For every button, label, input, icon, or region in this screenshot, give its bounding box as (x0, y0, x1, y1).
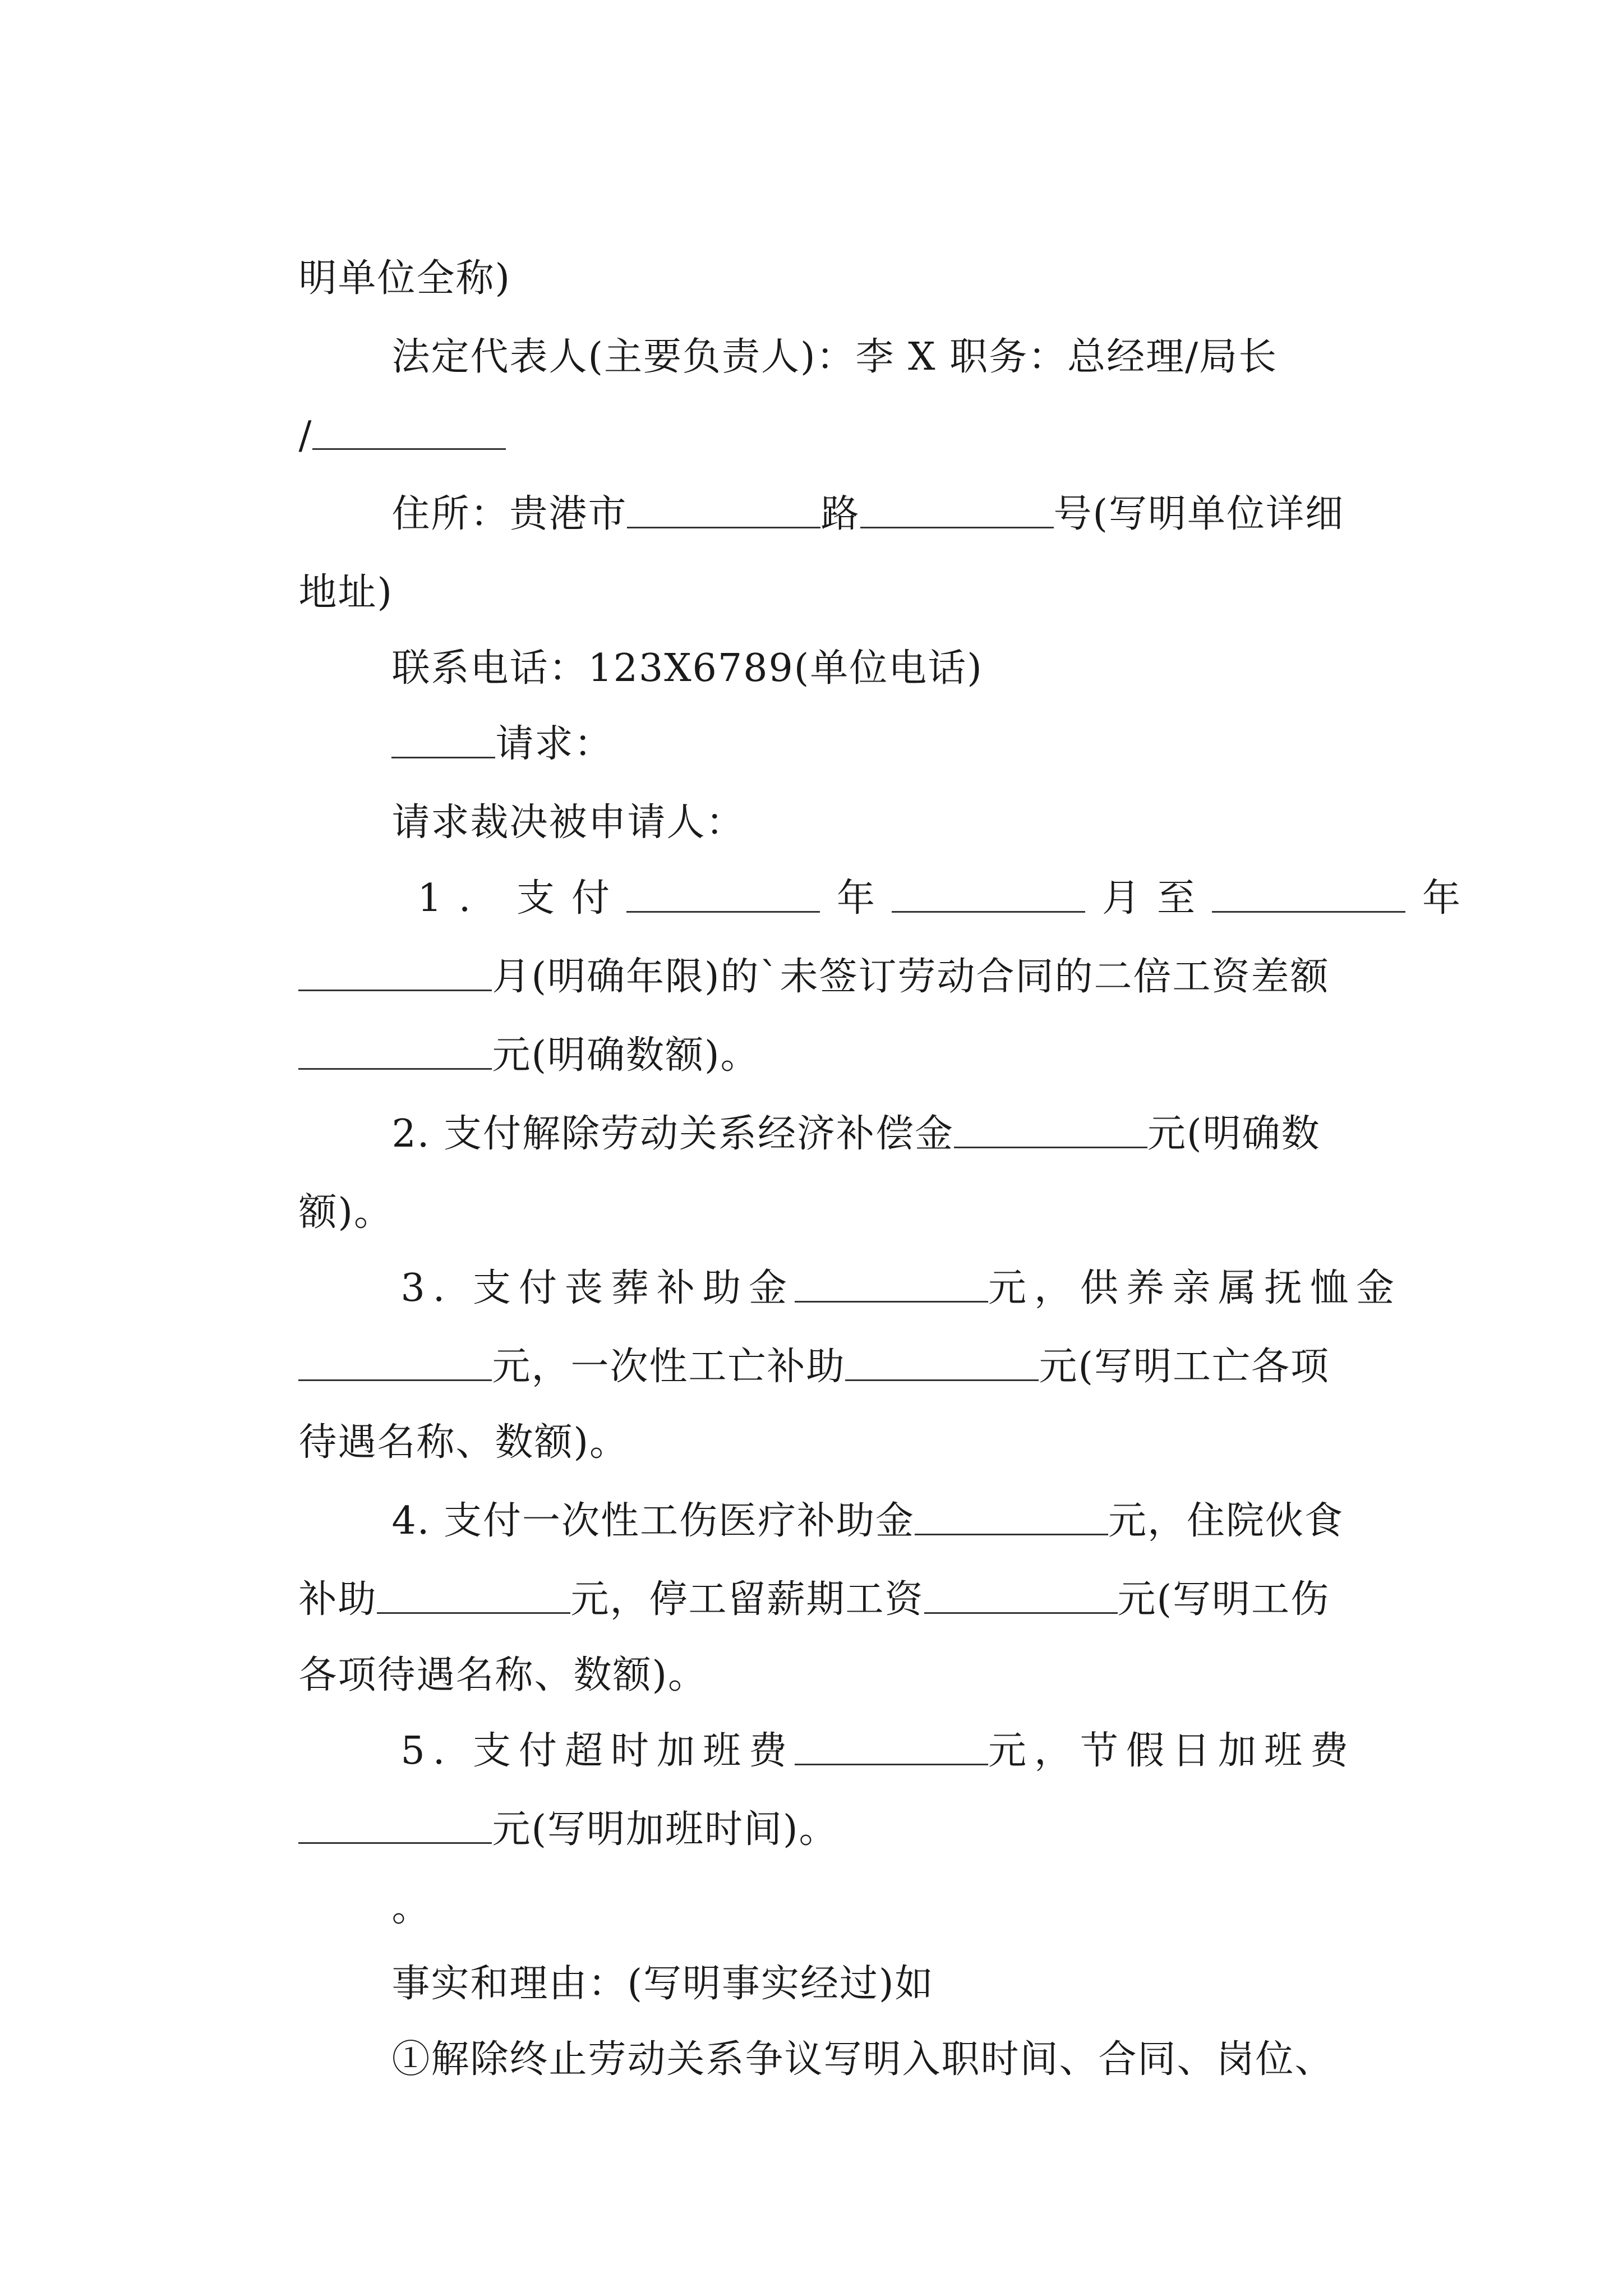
line-text: / (298, 413, 313, 458)
fill-in-blank (795, 1763, 988, 1765)
line-text: 4. 支付一次性工伤医疗补助金 (391, 1499, 915, 1543)
fill-in-blank (845, 1379, 1039, 1381)
fill-in-blank (298, 1842, 492, 1844)
line-text: 元(写明工伤 (1117, 1577, 1330, 1622)
line-text: 元(写明加班时间)。 (492, 1807, 838, 1852)
line-text: 请求： (495, 722, 614, 766)
line-text: 待遇名称、数额)。 (298, 1420, 629, 1465)
line-text: 明单位全称) (298, 256, 511, 301)
line-text: 。 (391, 1886, 431, 1930)
line-text: 月(明确年限)的`未签订劳动合同的二倍工资差额 (492, 955, 1330, 999)
line-text: 事实和理由：(写明事实经过)如 (391, 1962, 934, 2006)
line-text: 1. 支付 (417, 876, 626, 921)
fill-in-blank (312, 448, 506, 450)
line-text: 请求裁决被申请人： (391, 800, 745, 845)
text-line (246, 1773, 838, 1887)
line-text: 元(明确数额)。 (492, 1033, 760, 1078)
fill-in-blank (391, 756, 495, 758)
text-line (339, 2003, 1334, 2117)
line-text: 号(写明单位详细 (1053, 492, 1345, 536)
text-line (339, 1077, 1321, 1191)
text-line (339, 457, 1344, 572)
line-text: 年 (836, 876, 892, 921)
fill-in-blank (860, 526, 1054, 528)
fill-in-blank (892, 910, 1085, 913)
fill-in-blank (377, 1612, 570, 1614)
line-text: 5. 支付超时加班费 (400, 1729, 795, 1773)
line-text: 年 (1422, 876, 1462, 921)
fill-in-blank (298, 1068, 492, 1070)
line-text: 元(明确数 (1147, 1112, 1321, 1156)
line-text: 3. 支付丧葬补助金 (400, 1266, 795, 1310)
line-text: 元(写明工亡各项 (1039, 1345, 1330, 1389)
fill-in-blank (795, 1300, 988, 1303)
line-text: 各项待遇名称、数额)。 (298, 1653, 707, 1697)
line-text: 地址) (298, 570, 393, 615)
line-text: 月至 (1101, 876, 1212, 921)
fill-in-blank (1212, 910, 1405, 913)
line-text: ①解除终止劳动关系争议写明入职时间、合同、岗位、 (391, 2037, 1334, 2082)
fill-in-blank (298, 1379, 492, 1381)
line-text: 元，一次性工亡补助 (492, 1345, 846, 1389)
line-text: 住所：贵港市 (391, 492, 628, 536)
line-text: 法定代表人(主要负责人)：李 X 职务：总经理/局长 (391, 335, 1278, 379)
line-text: 补助 (298, 1577, 377, 1622)
fill-in-blank (954, 1146, 1147, 1148)
fill-in-blank (627, 526, 820, 528)
line-text: 元，节假日加班费 (988, 1729, 1356, 1773)
line-text: 元，供养亲属抚恤金 (988, 1266, 1402, 1310)
fill-in-blank (924, 1612, 1118, 1614)
fill-in-blank (915, 1533, 1108, 1535)
fill-in-blank (626, 910, 820, 913)
line-text: 元，住院伙食 (1108, 1499, 1344, 1543)
line-text: 额)。 (298, 1190, 393, 1235)
line-text: 路 (820, 492, 860, 536)
fill-in-blank (298, 989, 492, 991)
line-text: 2. 支付解除劳动关系经济补偿金 (391, 1112, 954, 1156)
line-text: 联系电话：123X6789(单位电话) (391, 646, 983, 691)
line-text: 元，停工留薪期工资 (570, 1577, 924, 1622)
